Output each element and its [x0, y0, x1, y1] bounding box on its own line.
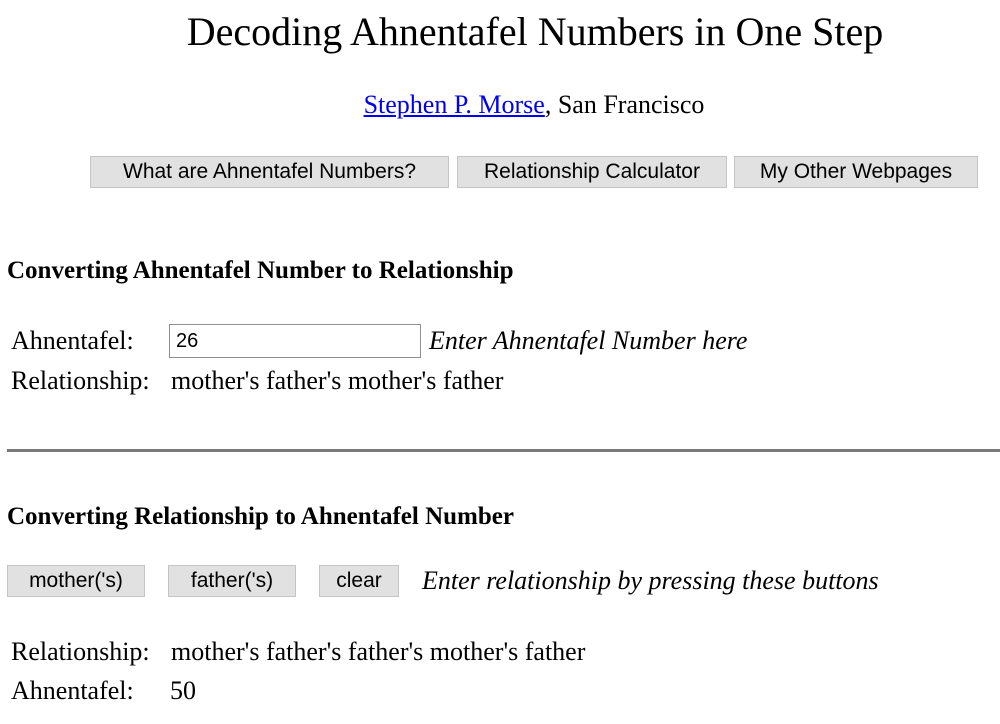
section-heading-relationship-to-ahnentafel: Converting Relationship to Ahnentafel Number: [7, 503, 514, 530]
buttons-hint: Enter relationship by pressing these buttons: [422, 566, 879, 595]
author-location: , San Francisco: [544, 90, 705, 119]
ahnentafel-result-label: Ahnentafel:: [11, 676, 134, 705]
mother-button[interactable]: mother('s): [7, 565, 145, 597]
clear-button[interactable]: clear: [319, 565, 399, 597]
section-divider: [7, 449, 1000, 452]
ahnentafel-input[interactable]: [169, 324, 421, 358]
byline: [0, 88, 1000, 122]
father-button[interactable]: father('s): [168, 565, 296, 597]
ahnentafel-result-value: 50: [170, 676, 196, 705]
relationship-built-label: Relationship:: [11, 637, 150, 666]
other-webpages-button[interactable]: My Other Webpages: [734, 156, 978, 188]
relationship-result-value: mother's father's mother's father: [171, 366, 504, 395]
relationship-result-label: Relationship:: [11, 366, 150, 395]
page-title: Decoding Ahnentafel Numbers in One Step: [186, 9, 884, 54]
what-are-ahnentafel-button[interactable]: What are Ahnentafel Numbers?: [90, 156, 449, 188]
relationship-calculator-button[interactable]: Relationship Calculator: [457, 156, 727, 188]
ahnentafel-hint: Enter Ahnentafel Number here: [429, 326, 748, 355]
ahnentafel-label: Ahnentafel:: [11, 326, 134, 355]
author-link[interactable]: Stephen P. Morse: [363, 90, 545, 119]
section-heading-ahnentafel-to-relationship: Converting Ahnentafel Number to Relationship: [7, 257, 514, 284]
relationship-built-value: mother's father's father's mother's father: [171, 637, 586, 666]
